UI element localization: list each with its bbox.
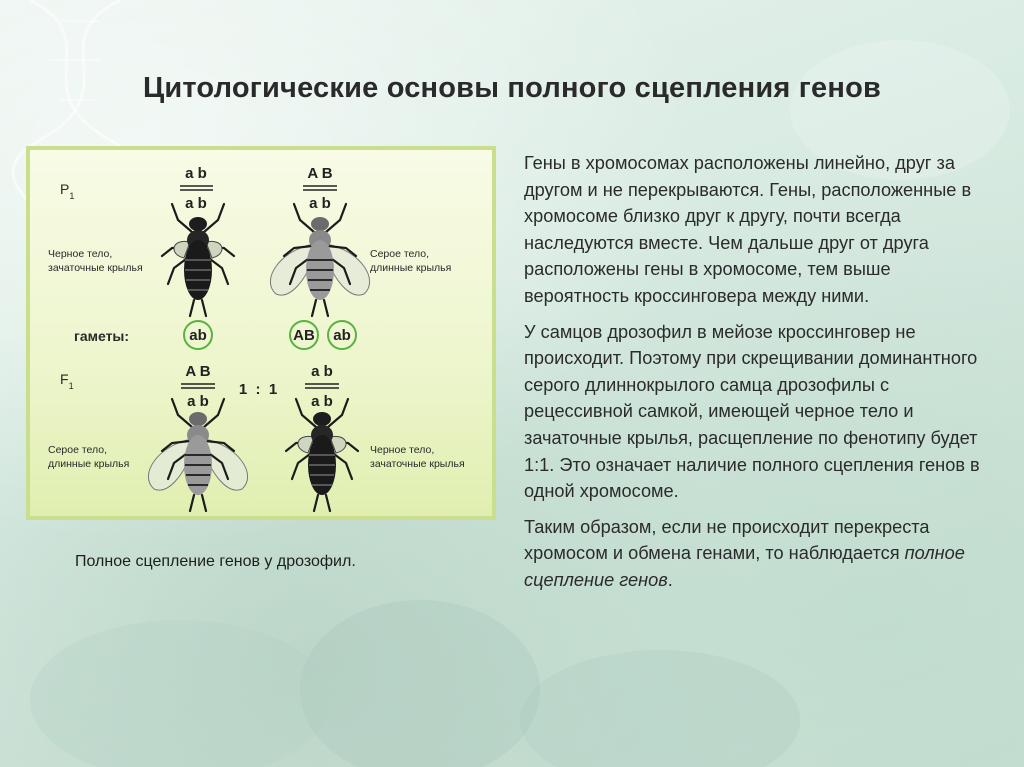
slide-title: Цитологические основы полного сцепления генов: [142, 72, 882, 104]
p1-female-black-fly-icon: [162, 204, 234, 316]
p1-left-phenotype-line2: зачаточные крылья: [48, 262, 143, 274]
drosophila-cross-diagram: [26, 146, 496, 520]
p1-right-genotype-top: A B: [307, 165, 333, 182]
p1-male-grey-fly-icon: [270, 204, 369, 316]
paragraph-linear-genes: Гены в хромосомах расположены линейно, друг за другом и не перекрываются. Гены, расположенные в хромосоме близко друг к другу, почти всегда наследуются вместе. Чем дальше друг от друга расположены гены в хромосоме, тем выше вероятность кроссинговера между ними.: [524, 153, 972, 306]
f1-right-phenotype-line2: зачаточные крылья: [370, 458, 465, 470]
f1-left-genotype-bottom: a b: [187, 393, 209, 410]
f1-left-phenotype-line2: длинные крылья: [48, 458, 130, 470]
f1-black-fly-icon: [286, 399, 358, 511]
explanation-text: [524, 150, 994, 603]
f1-right-phenotype-line1: Черное тело,: [370, 444, 435, 456]
p1-left-phenotype-line1: Черное тело,: [48, 248, 113, 260]
complete-linkage-term: полное сцепление генов: [524, 543, 965, 590]
p1-label: $P_1$: [60, 181, 75, 201]
f1-left-phenotype-line1: Серое тело,: [48, 444, 108, 456]
f1-grey-fly-icon: [148, 399, 247, 511]
p1-left-genotype-top: a b: [185, 165, 207, 182]
conclusion-end: .: [667, 569, 673, 590]
f1-right-genotype-bottom: a b: [311, 393, 333, 410]
p1-right-phenotype-line2: длинные крылья: [370, 262, 452, 274]
p1-left-genotype-bottom: a b: [185, 195, 207, 212]
gamete-male-AB: AB: [293, 327, 315, 344]
p1-right-phenotype-line1: Серое тело,: [370, 248, 430, 260]
f1-left-genotype-top: A B: [185, 363, 211, 380]
conclusion-text: Таким образом, если не происходит перекреста хромосом и обмена генами, то наблюдается: [524, 516, 930, 564]
segregation-ratio: 1 : 1: [238, 381, 278, 398]
p1-right-genotype-bottom: a b: [309, 195, 331, 212]
gamete-female-ab: ab: [189, 327, 207, 344]
f1-right-genotype-top: a b: [311, 363, 333, 380]
paragraph-male-drosophila: У самцов дрозофил в мейозе кроссинговер не происходит. Поэтому при скрещивании доминантного серого длиннокрылого самца дрозофилы с рецессивной самкой, имеющей черное тело и зачаточные крылья, расщепление по фенотипу будет 1:1. Это означает наличие полного сцепления генов в одной хромосоме.: [524, 321, 980, 502]
f1-label: $F_1$: [60, 371, 74, 391]
diagram-caption: Полное сцепление генов у дрозофил.: [75, 553, 356, 570]
paragraph-conclusion: [524, 514, 994, 594]
gamete-male-ab: ab: [333, 327, 351, 344]
gametes-label: гаметы:: [74, 328, 130, 344]
